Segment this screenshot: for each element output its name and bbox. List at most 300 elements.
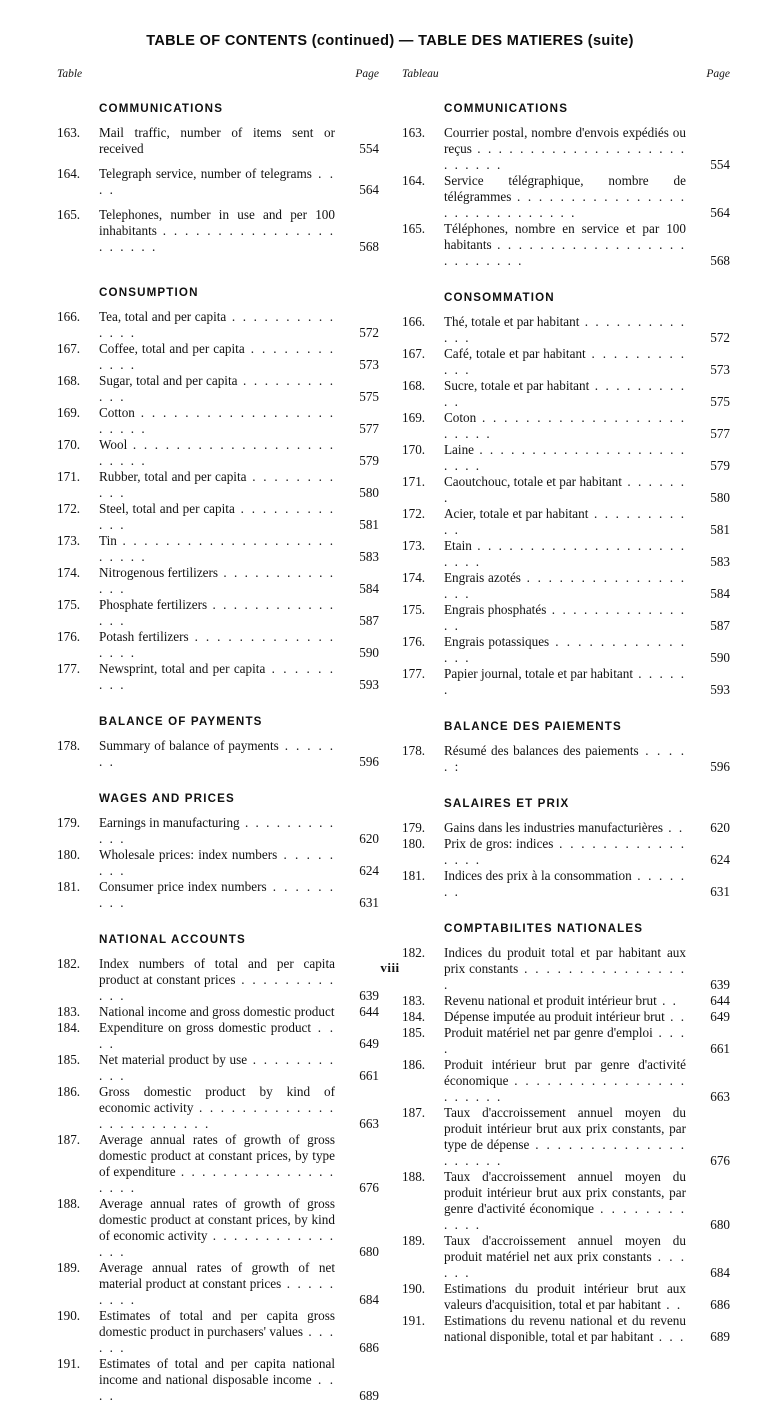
entry-number: 189. [57, 1260, 81, 1275]
entry-title-text: National income and gross domestic product [99, 1004, 335, 1019]
column-header-english [57, 68, 379, 88]
entry-number: 188. [57, 1196, 81, 1211]
toc-entry[interactable] [57, 565, 379, 597]
entry-number: 167. [402, 346, 426, 361]
toc-entry[interactable] [402, 1025, 730, 1057]
toc-entry[interactable] [402, 634, 730, 666]
toc-entry[interactable] [57, 437, 379, 469]
entry-number: 183. [402, 993, 426, 1008]
leader-dots: . . . . . . . . . [99, 661, 335, 692]
entry-title-text: Tin [99, 533, 117, 548]
entry-title [99, 847, 335, 879]
leader-dots: . . . . . . . . . . . . . . . . . . [444, 570, 687, 601]
toc-entry[interactable] [402, 1009, 730, 1025]
entry-page-number: 620 [710, 820, 730, 835]
entry-number: 173. [57, 533, 81, 548]
title-spacer [57, 115, 379, 125]
leader-dots: . . . . . . . . [99, 847, 335, 878]
entry-number: 174. [57, 565, 81, 580]
entry-number: 170. [57, 437, 81, 452]
entry-page-number: 649 [359, 1036, 379, 1051]
leader-dots: . . . . . . . . . . . . . . . . . . . . . . . . [99, 1100, 336, 1131]
entry-title-text: Estimates of total and per capita national income and national disposable income [99, 1356, 335, 1387]
section-title: WAGES AND PRICES [99, 792, 235, 805]
entry-title-text: Sugar, total and per capita [99, 373, 238, 388]
entry-number: 178. [57, 738, 81, 753]
entry-number: 179. [57, 815, 81, 830]
toc-entry[interactable] [402, 125, 730, 173]
entry-title [444, 410, 686, 442]
entry-number: 175. [402, 602, 426, 617]
entry-title-text: Average annual rates of growth of gross domestic product at constant prices, by type of expenditure [99, 1132, 335, 1179]
leader-dots: . . . . . . . . . . . . [444, 1201, 686, 1232]
entry-page-number: 581 [710, 522, 730, 537]
entry-number: 175. [57, 597, 81, 612]
toc-entry[interactable] [57, 879, 379, 911]
entry-number: 185. [402, 1025, 426, 1040]
table-label: Table [57, 68, 83, 80]
entry-page-number: 676 [710, 1153, 730, 1168]
entry-page-number: 663 [359, 1116, 379, 1131]
toc-entry[interactable] [402, 442, 730, 474]
entry-number: 178. [402, 743, 426, 758]
leader-dots: . . . . . . . . . . . . [99, 501, 336, 532]
entry-page-number: 680 [359, 1244, 379, 1259]
entry-title [99, 373, 335, 405]
entry-title [444, 1281, 686, 1313]
entry-title [444, 602, 686, 634]
leader-dots: . . [656, 993, 678, 1008]
toc-entry[interactable] [402, 1281, 730, 1313]
entry-page-number: 644 [359, 1004, 379, 1019]
entry-title [444, 1313, 686, 1345]
leader-dots: . . . . . . . . . . . . . . . . . . . . . . . . [444, 442, 686, 473]
entry-number: 177. [57, 661, 81, 676]
toc-entry[interactable] [402, 1313, 730, 1345]
toc-entry[interactable] [57, 166, 379, 198]
toc-entry[interactable] [57, 1196, 379, 1260]
toc-entry[interactable] [57, 1004, 379, 1020]
entry-title-text: Prix de gros: indices [444, 836, 554, 851]
entry-title-text: Mail traffic, number of items sent or received [99, 125, 335, 156]
toc-entry[interactable] [402, 506, 730, 538]
folio-page-number: viii [380, 960, 400, 975]
entry-page-number: 568 [359, 239, 379, 254]
toc-entry[interactable] [402, 666, 730, 698]
entry-title [99, 661, 335, 693]
entry-page-number: 631 [359, 895, 379, 910]
toc-entry[interactable] [57, 1308, 379, 1356]
leader-dots: . . . . . . . . . . . . . . . . . . . [99, 1164, 336, 1195]
toc-entry[interactable] [402, 1169, 730, 1233]
entry-page-number: 676 [359, 1180, 379, 1195]
entry-page-number: 554 [710, 157, 730, 172]
leader-dots: . . . . . . . . . . . . . . . . . . . . . . [444, 1073, 686, 1104]
entry-title-text: Engrais phosphatés [444, 602, 547, 617]
toc-entry[interactable] [57, 533, 379, 565]
entry-number: 173. [402, 538, 426, 553]
leader-dots: . . . . . . . . . . . . . . . . . . . . . . . . . [99, 533, 335, 564]
entry-title [444, 538, 686, 570]
toc-entry[interactable] [57, 1260, 379, 1308]
toc-entry[interactable] [57, 1020, 379, 1052]
entry-title-text: Wholesale prices: index numbers [99, 847, 278, 862]
toc-entry[interactable] [402, 474, 730, 506]
entry-title-text: Engrais azotés [444, 570, 521, 585]
toc-entry[interactable] [402, 378, 730, 410]
leader-dots: . . . . . . . . . . . . . . . . . . . . . . . . . . . . . [444, 189, 686, 220]
entry-title-text: Nitrogenous fertilizers [99, 565, 219, 580]
entry-number: 183. [57, 1004, 81, 1019]
entry-page-number: 568 [710, 253, 730, 268]
entry-title [444, 1105, 686, 1169]
entry-title [444, 442, 686, 474]
section-spacer [57, 911, 379, 933]
leader-dots: . . [664, 1009, 687, 1024]
entry-title [99, 597, 335, 629]
entry-title-text: Rubber, total and per capita [99, 469, 247, 484]
entry-page-number: 572 [359, 325, 379, 340]
entry-title-text: Consumer price index numbers [99, 879, 267, 894]
entry-number: 191. [57, 1356, 81, 1371]
toc-entry[interactable] [57, 1084, 379, 1132]
leader-dots: . . . . . . [99, 1324, 336, 1355]
toc-entry[interactable] [402, 1057, 730, 1105]
toc-entry[interactable] [57, 501, 379, 533]
entry-title-text: Summary of balance of payments [99, 738, 279, 753]
entry-number: 168. [57, 373, 81, 388]
title-spacer [57, 299, 379, 309]
entry-number: 174. [402, 570, 426, 585]
entry-page-number: 644 [710, 993, 730, 1008]
toc-entry[interactable] [402, 410, 730, 442]
entry-number: 165. [57, 207, 81, 222]
entry-page-number: 684 [710, 1265, 730, 1280]
entry-title [444, 314, 686, 346]
entry-title [444, 993, 686, 1009]
entry-title [444, 570, 686, 602]
entry-number: 172. [402, 506, 426, 521]
entry-title [99, 533, 335, 565]
entry-title [444, 474, 686, 506]
entry-title [444, 173, 686, 221]
toc-entry[interactable] [57, 629, 379, 661]
entry-title [99, 738, 335, 770]
entry-number: 177. [402, 666, 426, 681]
entry-title [99, 1356, 335, 1404]
entry-number: 186. [402, 1057, 426, 1072]
section-spacer [57, 693, 379, 715]
section-spacer [57, 264, 379, 286]
entry-title-text: Steel, total and per capita [99, 501, 235, 516]
leader-dots: . . . . . . . . . [99, 1276, 335, 1307]
entry-number: 189. [402, 1233, 426, 1248]
entry-title-text: Produit matériel net par genre d'emploi [444, 1025, 653, 1040]
entry-title-text: Average annual rates of growth of gross domestic product at constant prices, by kind of economic activity [99, 1196, 335, 1243]
section-title: BALANCE DES PAIEMENTS [444, 720, 622, 733]
entry-page-number: 686 [359, 1340, 379, 1355]
leader-dots: . . . . . . [444, 666, 687, 697]
entry-title-text: Potash fertilizers [99, 629, 189, 644]
entry-number: 164. [402, 173, 426, 188]
leader-dots: . . . . . . . . . . . . [99, 341, 335, 372]
entry-number: 172. [57, 501, 81, 516]
entry-title [99, 565, 335, 597]
title-spacer [402, 810, 730, 820]
toc-entry[interactable] [402, 820, 730, 836]
toc-entry[interactable] [402, 346, 730, 378]
entry-number: 170. [402, 442, 426, 457]
title-spacer [57, 946, 379, 956]
entry-title [99, 341, 335, 373]
entry-page-number: 572 [710, 330, 730, 345]
leader-dots: . . . . . . . . . . . . . . . . . . . . . . . . [99, 437, 335, 468]
section-list-english [57, 88, 379, 1404]
leader-dots: . . . . . . . . . . . . [99, 972, 335, 1003]
entry-title [444, 125, 686, 173]
entry-page-number: 680 [710, 1217, 730, 1232]
leader-dots: . . . . . . . . . . . . [99, 373, 335, 404]
leader-dots: . . . . . . . [444, 868, 686, 899]
toc-entry[interactable] [57, 1052, 379, 1084]
entry-title-text: Papier journal, totale et par habitant [444, 666, 633, 681]
toc-entry[interactable] [402, 743, 730, 775]
entry-number: 186. [57, 1084, 81, 1099]
toc-entry[interactable] [402, 538, 730, 570]
entry-title-text: Produit intérieur brut par genre d'activité économique [444, 1057, 686, 1088]
leader-dots: . . [663, 820, 685, 835]
leader-dots: . . . . . . . . . . . [444, 506, 687, 537]
tableau-label: Tableau [402, 68, 439, 80]
section-title: NATIONAL ACCOUNTS [99, 933, 246, 946]
toc-entry[interactable] [402, 1233, 730, 1281]
entry-title-text: Taux d'accroissement annuel moyen du produit intérieur brut aux prix constants, par type de dépense [444, 1105, 686, 1152]
entry-page-number: 596 [359, 754, 379, 769]
entry-title-text: Wool [99, 437, 128, 452]
leader-dots: . . . . . . . [444, 474, 686, 505]
leader-dots: . . . [653, 1329, 686, 1344]
entry-page-number: 649 [710, 1009, 730, 1024]
toc-entry[interactable] [402, 570, 730, 602]
entry-page-number: 686 [710, 1297, 730, 1312]
entry-number: 191. [402, 1313, 426, 1328]
entry-number: 164. [57, 166, 81, 181]
entry-number: 187. [57, 1132, 81, 1147]
entry-page-number: 575 [359, 389, 379, 404]
toc-entry[interactable] [57, 125, 379, 157]
toc-column-french [402, 68, 730, 1345]
entry-title-text: Indices des prix à la consommation [444, 868, 632, 883]
section-title: COMMUNICATIONS [99, 102, 224, 115]
toc-entry[interactable] [57, 309, 379, 341]
entry-title [99, 815, 335, 847]
entry-number: 171. [57, 469, 81, 484]
toc-entry[interactable] [57, 469, 379, 501]
entry-page-number: 684 [359, 1292, 379, 1307]
entry-page-number: 580 [359, 485, 379, 500]
entry-page-number: 581 [359, 517, 379, 532]
entry-title-text: Telephones, number in use and per 100 inhabitants [99, 207, 335, 238]
entry-page-number: 573 [359, 357, 379, 372]
leader-dots: . . . . . . . . . . . [99, 469, 335, 500]
toc-entry[interactable] [57, 373, 379, 405]
entry-title-text: Phosphate fertilizers [99, 597, 208, 612]
entry-number: 165. [402, 221, 426, 236]
entry-page-number: 624 [710, 852, 730, 867]
entry-page-number: 590 [359, 645, 379, 660]
leader-dots: . . . . . . . [99, 738, 336, 769]
entry-title-text: Service télégraphique, nombre de télégrammes [444, 173, 686, 204]
entry-title [99, 501, 335, 533]
entry-page-number: 584 [359, 581, 379, 596]
section-title: CONSUMPTION [99, 286, 199, 299]
title-spacer [402, 935, 730, 945]
toc-entry[interactable] [402, 173, 730, 221]
entry-number: 181. [402, 868, 426, 883]
toc-entry[interactable] [57, 661, 379, 693]
page-title: TABLE OF CONTENTS (continued) — TABLE DES MATIERES (suite) [146, 33, 634, 49]
title-spacer [402, 733, 730, 743]
toc-entry[interactable] [57, 1132, 379, 1196]
entry-number: 190. [402, 1281, 426, 1296]
leader-dots: . . . . . . . . . . . [444, 378, 687, 409]
entry-title [99, 405, 335, 437]
toc-entry[interactable] [57, 341, 379, 373]
entry-title [444, 1057, 686, 1105]
entry-number: 184. [402, 1009, 426, 1024]
entry-title [99, 207, 335, 255]
entry-page-number: 583 [710, 554, 730, 569]
leader-dots: . . . . . . . . . . . . . . . [444, 602, 687, 633]
leader-dots: . . . . . . . . . . . . . . . . . [99, 629, 335, 660]
leader-dots: . . . . . . . . . . . . [444, 346, 686, 377]
entry-page-number: 689 [710, 1329, 730, 1344]
leader-dots: . . . . . . [444, 1249, 686, 1280]
toc-entry[interactable] [402, 1105, 730, 1169]
entry-page-number: 564 [710, 205, 730, 220]
toc-entry[interactable] [402, 314, 730, 346]
entry-page-number: 639 [710, 977, 730, 992]
entry-page-number: 583 [359, 549, 379, 564]
entry-title-text: Telegraph service, number of telegrams [99, 166, 312, 181]
entry-number: 176. [402, 634, 426, 649]
entry-title [444, 1025, 686, 1057]
entry-title-text: Caoutchouc, totale et par habitant [444, 474, 622, 489]
toc-entry[interactable] [57, 847, 379, 879]
entry-title-text: Cotton [99, 405, 135, 420]
entry-number: 168. [402, 378, 426, 393]
toc-entry[interactable] [57, 405, 379, 437]
entry-number: 182. [402, 945, 426, 960]
entry-number: 179. [402, 820, 426, 835]
toc-entry[interactable] [57, 738, 379, 770]
entry-page-number: 624 [359, 863, 379, 878]
toc-entry[interactable] [402, 221, 730, 269]
entry-page-number: 689 [359, 1388, 379, 1403]
entry-title [99, 1020, 335, 1052]
section-title: CONSOMMATION [444, 291, 555, 304]
entry-title-text: Indices du produit total et par habitant aux prix constants [444, 945, 686, 976]
entry-title-text: Etain [444, 538, 472, 553]
entry-title [444, 506, 686, 538]
entry-page-number: 579 [359, 453, 379, 468]
entry-number: 166. [402, 314, 426, 329]
toc-entry[interactable] [402, 868, 730, 900]
toc-entry[interactable] [57, 597, 379, 629]
toc-entry[interactable] [402, 602, 730, 634]
title-spacer [402, 304, 730, 314]
toc-entry[interactable] [57, 815, 379, 847]
entry-title-text: Laine [444, 442, 475, 457]
entry-title [99, 1196, 335, 1260]
entry-title-text: Sucre, totale et par habitant [444, 378, 590, 393]
entry-title [444, 378, 686, 410]
leader-dots: . . . . . . . . . . . . . . . . . . . . [444, 1137, 687, 1168]
entry-title [444, 1009, 686, 1025]
entry-page-number: 573 [710, 362, 730, 377]
page-label: Page [355, 68, 379, 80]
entry-title [99, 1004, 335, 1020]
entry-title-text: Average annual rates of growth of net material product at constant prices [99, 1260, 335, 1291]
entry-title [99, 1084, 335, 1132]
entry-title [99, 437, 335, 469]
entry-title [99, 879, 335, 911]
leader-dots: . . . . [99, 1372, 335, 1403]
section-title: COMPTABILITES NATIONALES [444, 922, 644, 935]
section-spacer [57, 88, 379, 102]
page-label: Page [706, 68, 730, 80]
section-spacer [57, 770, 379, 792]
title-spacer [57, 805, 379, 815]
toc-entry[interactable] [57, 1356, 379, 1404]
toc-entry[interactable] [402, 993, 730, 1009]
toc-entry[interactable] [402, 836, 730, 868]
leader-dots: . . . . [99, 1020, 335, 1051]
entry-title [99, 125, 335, 157]
entry-page-number: 593 [359, 677, 379, 692]
leader-dots: . . . . . . . . . . . . . . . [444, 634, 687, 665]
entry-number: 190. [57, 1308, 81, 1323]
entry-title-text: Taux d'accroissement annuel moyen du produit intérieur brut aux prix constants, par genre d'activité économique [444, 1169, 686, 1216]
entry-title-text: Café, totale et par habitant [444, 346, 586, 361]
entry-title [444, 743, 686, 775]
entry-title-text: Index numbers of total and per capita product at constant prices [99, 956, 335, 987]
section-title: BALANCE OF PAYMENTS [99, 715, 263, 728]
entry-number: 163. [57, 125, 81, 140]
title-spacer [57, 728, 379, 738]
entry-number: 167. [57, 341, 81, 356]
entry-number: 176. [57, 629, 81, 644]
entry-number: 182. [57, 956, 81, 971]
entry-title-text: Coffee, total and per capita [99, 341, 245, 356]
leader-dots: . . . . . . . . . . . . . . . . . . . . . . . . [444, 538, 686, 569]
entry-number: 180. [57, 847, 81, 862]
leader-dots: . . . . . . . . . [99, 879, 335, 910]
entry-page-number: 587 [710, 618, 730, 633]
entry-title-text: Expenditure on gross domestic product [99, 1020, 312, 1035]
toc-column-english [57, 68, 379, 1404]
entry-page-number: 564 [359, 182, 379, 197]
entry-page-number: 590 [710, 650, 730, 665]
toc-entry[interactable] [57, 207, 379, 255]
entry-title [99, 469, 335, 501]
entry-title [444, 868, 686, 900]
section-title: COMMUNICATIONS [444, 102, 569, 115]
entry-number: 181. [57, 879, 81, 894]
entry-page-number: 661 [359, 1068, 379, 1083]
entry-title-text: Taux d'accroissement annuel moyen du produit matériel net aux prix constants [444, 1233, 686, 1264]
title-spacer [402, 115, 730, 125]
